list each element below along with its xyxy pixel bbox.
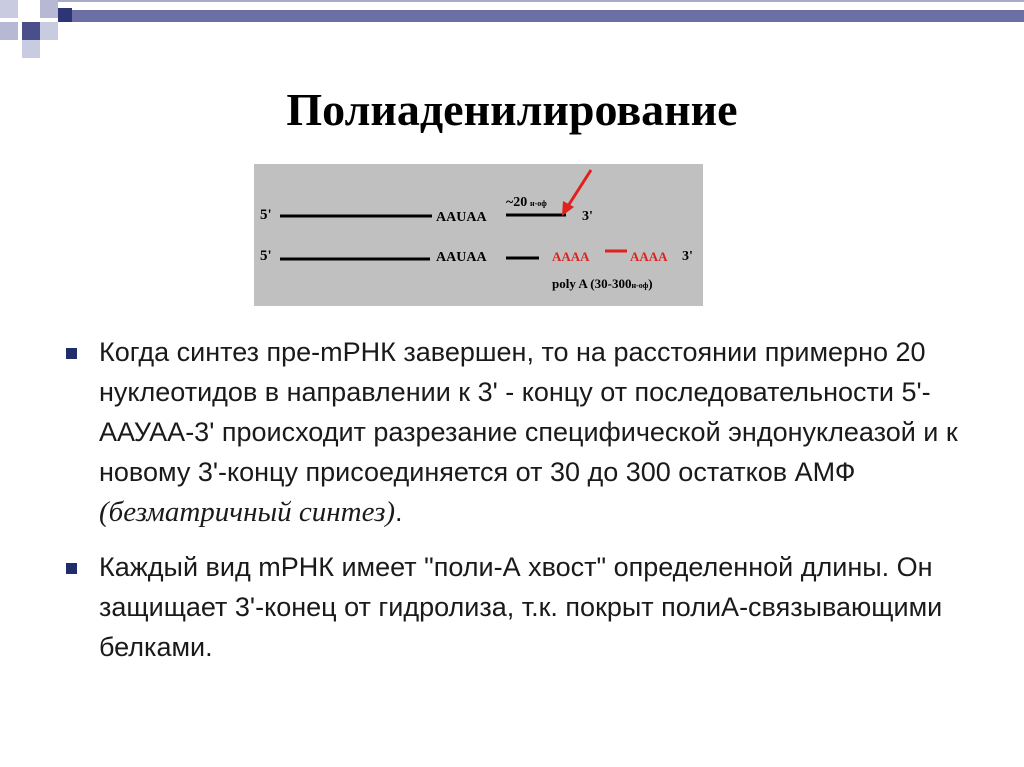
polyadenylation-diagram	[254, 164, 703, 306]
list-item	[62, 332, 962, 532]
bullet-square-icon	[66, 563, 77, 574]
cleavage-arrow	[568, 170, 591, 206]
polyA-length-label: poly A (30-300н-оф)	[552, 276, 653, 291]
bullet-italic-note: (безматричный синтез)	[99, 496, 396, 528]
slide-decoration	[0, 0, 1024, 70]
polyA-right: AAAA	[630, 249, 668, 264]
bullet-text: Каждый вид mРНК имеет "поли-А хвост" определенной длины. Он защищает 3'-конец от гидролиза, т.к. покрыт полиА-связывающими белками.	[99, 552, 943, 662]
diagram-canvas	[254, 164, 703, 306]
row2-five-prime: 5'	[260, 248, 272, 264]
row1-distance-unit: н-оф	[530, 199, 547, 208]
bullet-square-icon	[66, 348, 77, 359]
polyA-left: AAAA	[552, 249, 590, 264]
row1-five-prime: 5'	[260, 207, 272, 223]
row2-signal: AAUAA	[436, 250, 487, 265]
bullet-suffix: .	[395, 497, 403, 527]
slide-title: Полиаденилирование	[286, 84, 738, 135]
row1-signal: AAUAA	[436, 210, 487, 225]
list-item	[62, 547, 962, 667]
row2-three-prime: 3'	[682, 249, 693, 264]
bullet-text: Когда синтез пре-mРНК завершен, то на расстоянии примерно 20 нуклеотидов в направлении к 3' - концу от последовательности 5'-ААУАА-3' происходит разрезание специфической эндонуклеазой и к новому 3'-концу присоединяется от 30 до 300 остатков АМФ	[99, 337, 958, 487]
row1-three-prime: 3'	[582, 209, 593, 224]
row1-distance: ~20	[506, 195, 528, 210]
bullet-list	[62, 332, 962, 667]
